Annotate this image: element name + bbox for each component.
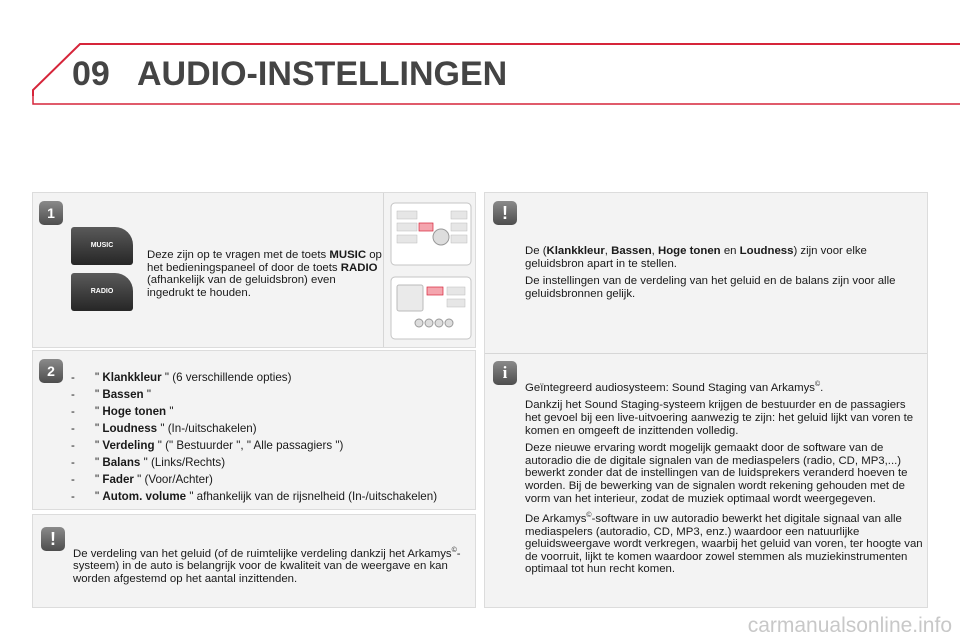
step-2-badge: 2 — [39, 359, 63, 383]
step-1-badge: 1 — [39, 201, 63, 225]
page-title: AUDIO-INSTELLINGEN — [137, 55, 508, 93]
info-right-text — [525, 379, 923, 581]
audio-option-item: - " Autom. volume " afhankelijk van de rijsnelheid (In-/uitschakelen) — [71, 490, 438, 503]
info-paragraph-4: De Arkamys©-software in uw autoradio bewerkt het digitale signaal van alle mediaspelers (autoradio, CD, MP3, enz.) waardoor een natuurlijke geluidsweergave wordt verkregen, waarbij het geluid van voren, ter hoogte van de voorruit, lijkt te komen waardoor zowel stemmen als muziekinstrumenten optimaal tot hun recht komen. — [525, 512, 923, 576]
audio-option-item: - " Fader " (Voor/Achter) — [71, 473, 213, 486]
radio-unit-illustration — [389, 199, 473, 343]
chapter-number: 09 — [72, 55, 110, 93]
audio-options-list — [71, 369, 471, 505]
audio-option-item: - " Klankkleur " (6 verschillende opties) — [71, 371, 292, 384]
audio-option-item: - " Balans " (Links/Rechts) — [71, 456, 226, 469]
info-paragraph-1: Geïntegreerd audiosysteem: Sound Staging van Arkamys©. — [525, 381, 824, 394]
audio-option-item: - " Bassen " — [71, 388, 151, 401]
radio-key-image: RADIO — [71, 273, 133, 311]
audio-option-item: - " Verdeling " (" Bestuurder ", " Alle passagiers ") — [71, 439, 344, 452]
warning-icon: ! — [493, 201, 517, 225]
audio-option-item: - " Hoge tonen " — [71, 405, 174, 418]
info-icon: i — [493, 361, 517, 385]
note-right-paragraph-2: De instellingen van de verdeling van het geluid en de balans zijn voor alle geluidsbronnen gelijk. — [525, 275, 896, 300]
note-right-paragraph-1: De (Klankkleur, Bassen, Hoge tonen en Loudness) zijn voor elke geluidsbron apart in te stellen. — [525, 245, 867, 270]
note-left-panel — [32, 514, 476, 608]
watermark: carmanualsonline.info — [747, 614, 952, 637]
step-1-text: Deze zijn op te vragen met de toets MUSIC op het bedieningspaneel of door de toets RADIO (afhankelijk van de geluidsbron) even ingedrukt te houden. — [147, 249, 382, 299]
info-paragraph-2: Dankzij het Sound Staging-systeem krijgen de bestuurder en de passagiers het gevoel bij een live-uitvoering aanwezig te zijn: het geluid lijkt van voren te komen en omgeeft de inzittenden volledig. — [525, 399, 914, 437]
step-2-panel — [32, 350, 476, 510]
panel-divider — [383, 193, 384, 347]
right-info-panel — [484, 192, 928, 608]
step-1-panel — [32, 192, 476, 348]
warning-icon: ! — [41, 527, 65, 551]
note-right-text — [525, 245, 923, 305]
music-key-image: MUSIC — [71, 227, 133, 265]
panel-divider — [485, 353, 927, 354]
note-left-text: De verdeling van het geluid (of de ruimtelijke verdeling dankzij het Arkamys©-systeem) in de auto is belangrijk voor de kwaliteit van de weergave en kan worden afgestemd op het aantal inzittenden. — [73, 547, 461, 585]
info-paragraph-3: Deze nieuwe ervaring wordt mogelijk gemaakt door de software van de autoradio die de digitale signalen van de mediaspelers (radio, CD, MP3,...) bewerkt zonder dat de instellingen van de luidsprekers veranderd hoeven te worden. Bij de bewerking van de signalen wordt rekening gehouden met de vorm van het interieur, zodat de muziek optimaal wordt weergegeven. — [525, 442, 908, 505]
audio-option-item: - " Loudness " (In-/uitschakelen) — [71, 422, 257, 435]
